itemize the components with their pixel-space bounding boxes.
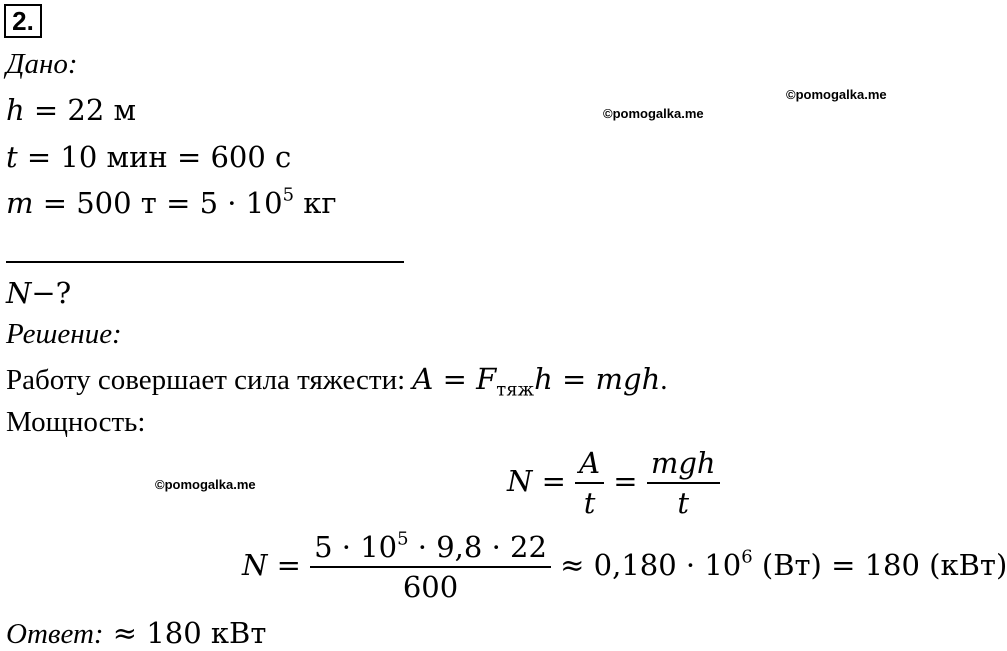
power-label: Мощность:: [6, 406, 146, 438]
find-rest: −?: [31, 276, 72, 310]
given-mass-var: m: [6, 186, 34, 220]
formula2-num-b: · 9,8 · 22: [408, 530, 547, 564]
formula1-fraction-a: [575, 446, 604, 520]
given-label: Дано:: [6, 48, 78, 80]
given-height-value: = 22 м: [24, 93, 137, 127]
formula2-result-b: (Вт) = 180 (кВт): [752, 548, 1007, 582]
formula1-N: N: [507, 464, 533, 498]
given-mass-value-a: = 500 т = 5 · 10: [33, 186, 283, 220]
answer-line: [6, 616, 266, 651]
answer-value: ≈ 180 кВт: [103, 616, 267, 650]
formula2-result-a: ≈ 0,180 · 10: [550, 548, 742, 582]
answer-label: Ответ:: [6, 618, 104, 650]
formula2-fraction: [310, 530, 551, 604]
formula1-num2: mgh: [650, 446, 716, 480]
work-end: .: [660, 364, 668, 396]
formula1-bar2: [647, 482, 720, 484]
formula2-result-exp: 6: [741, 546, 753, 568]
formula-power-calculation: [242, 530, 1007, 604]
work-A: A: [412, 362, 434, 396]
formula2-num-exp: 5: [397, 528, 409, 550]
work-eq2: =: [552, 362, 596, 396]
formula2-den: 600: [402, 570, 459, 604]
formula1-eq: =: [532, 464, 576, 498]
watermark-top-center: ©pomogalka.me: [603, 106, 704, 121]
formula1-fraction-b: [647, 446, 720, 520]
given-time: [6, 140, 291, 174]
formula1-bar1: [575, 482, 604, 484]
formula1-num1: A: [579, 446, 601, 480]
given-height: [6, 93, 136, 127]
formula2-bar: [310, 566, 551, 568]
work-text: Работу совершает сила тяжести:: [6, 364, 413, 396]
formula2-numerator: [310, 530, 551, 564]
formula1-den2: t: [677, 486, 690, 520]
find-line: [6, 276, 71, 310]
work-line: [6, 362, 668, 401]
given-time-var: t: [6, 140, 18, 174]
given-mass-exponent: 5: [282, 184, 295, 206]
work-h: h: [534, 362, 553, 396]
find-var: N: [6, 276, 32, 310]
problem-number: 2.: [12, 6, 34, 36]
problem-number-box: [4, 4, 42, 38]
given-mass: [6, 186, 337, 220]
formula1-den1: t: [583, 486, 596, 520]
work-eq1: =: [433, 362, 477, 396]
formula2-num-a: 5 · 10: [314, 530, 398, 564]
watermark-top-right: ©pomogalka.me: [786, 87, 887, 102]
work-F: F: [476, 362, 497, 396]
formula2-eq: =: [267, 548, 311, 582]
given-height-var: h: [6, 93, 25, 127]
watermark-middle-left: ©pomogalka.me: [155, 477, 256, 492]
given-time-value: = 10 мин = 600 с: [17, 140, 292, 174]
formula2-N: N: [242, 548, 268, 582]
formula-power-definition: [507, 446, 720, 520]
work-mgh: mgh: [595, 362, 661, 396]
formula1-eq2: =: [604, 464, 647, 498]
given-divider: [6, 261, 404, 263]
solution-label: Решение:: [6, 318, 122, 350]
given-mass-value-b: кг: [294, 186, 337, 220]
work-F-sub: тяж: [496, 379, 535, 401]
